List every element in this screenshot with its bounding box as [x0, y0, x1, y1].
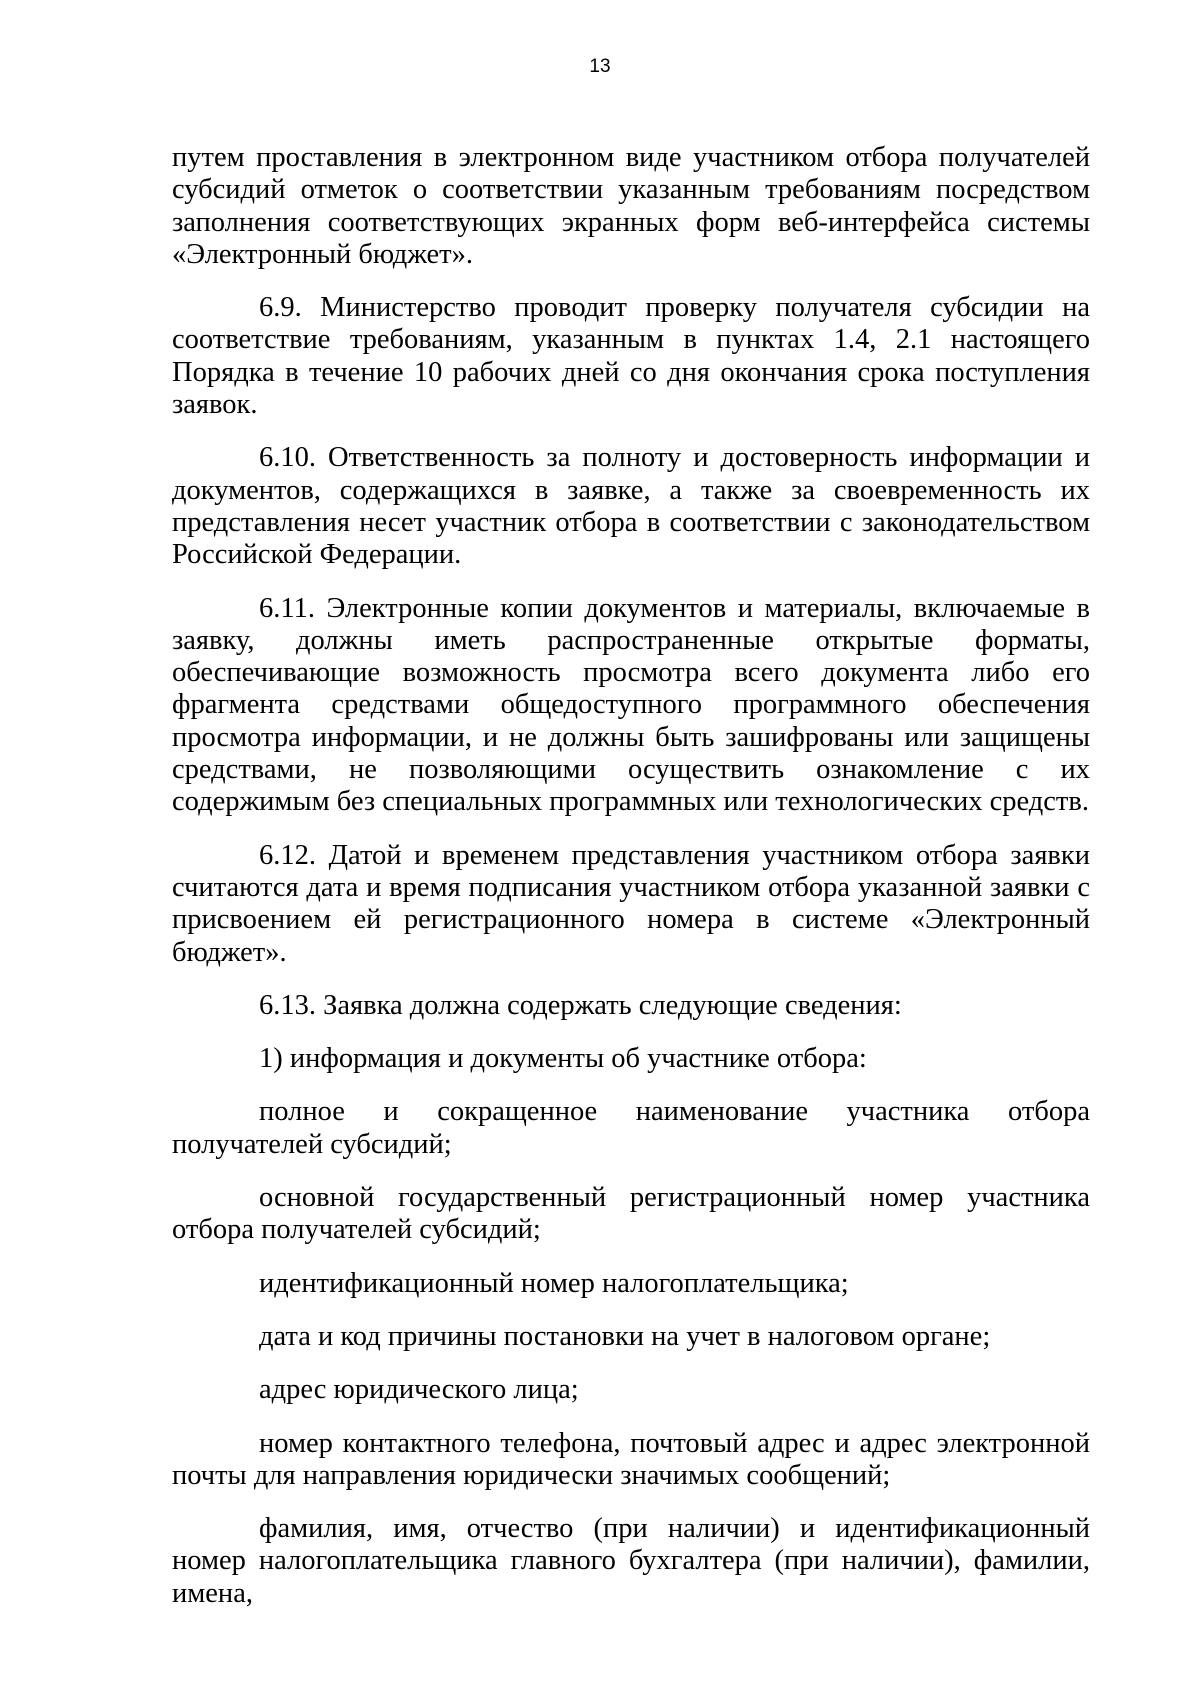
list-subitem-kpp: дата и код причины постановки на учет в налоговом органе;: [259, 1320, 991, 1352]
list-subitem-address: адрес юридического лица;: [259, 1374, 579, 1406]
document-body: [172, 142, 1090, 1631]
paragraph-6-10: 6.10. Ответственность за полноту и достоверность информации и документов, содержащихся в заявке, а также за своевременность их представления несет участник отбора в соответствии с законодательством Российской Федерации.: [172, 442, 1090, 571]
paragraph-continuation: путем проставления в электронном виде участником отбора получателей субсидий отметок о соответствии указанным требованиям посредством заполнения соответствующих экранных форм веб-интерфейса системы «Электронный бюджет».: [172, 142, 1090, 270]
paragraph-6-9: 6.9. Министерство проводит проверку получателя субсидии на соответствие требованиям, указанным в пунктах 1.4, 2.1 настоящего Порядка в течение 10 рабочих дней со дня окончания срока поступления заявок.: [172, 292, 1090, 421]
page-number: 13: [589, 56, 611, 77]
list-subitem-name: полное и сокращенное наименование участника отбора получателей субсидий;: [172, 1096, 1090, 1160]
paragraph-6-13: 6.13. Заявка должна содержать следующие сведения:: [259, 989, 902, 1021]
paragraph-6-12: 6.12. Датой и временем представления участником отбора заявки считаются дата и время подписания участником отбора указанной заявки с присвоением ей регистрационного номера в системе «Электронный бюджет».: [172, 839, 1090, 968]
paragraph-6-11: 6.11. Электронные копии документов и материалы, включаемые в заявку, должны иметь распространенные открытые форматы, обеспечивающие возможность просмотра всего документа либо его фрагмента средствами общедоступного программного обеспечения просмотра информации, и не должны быть зашифрованы или защищены средствами, не позволяющими осуществить ознакомление с их содержимым без специальных программных или технологических средств.: [172, 592, 1090, 818]
list-item-1: 1) информация и документы об участнике отбора:: [259, 1043, 867, 1075]
list-subitem-contacts: номер контактного телефона, почтовый адрес и адрес электронной почты для направления юридически значимых сообщений;: [172, 1427, 1090, 1491]
list-subitem-ogrn: основной государственный регистрационный номер участника отбора получателей субсидий;: [172, 1182, 1090, 1246]
list-subitem-accountant: фамилия, имя, отчество (при наличии) и идентификационный номер налогоплательщика главного бухгалтера (при наличии), фамилии, имена,: [172, 1513, 1090, 1609]
list-subitem-inn: идентификационный номер налогоплательщика;: [259, 1267, 849, 1299]
